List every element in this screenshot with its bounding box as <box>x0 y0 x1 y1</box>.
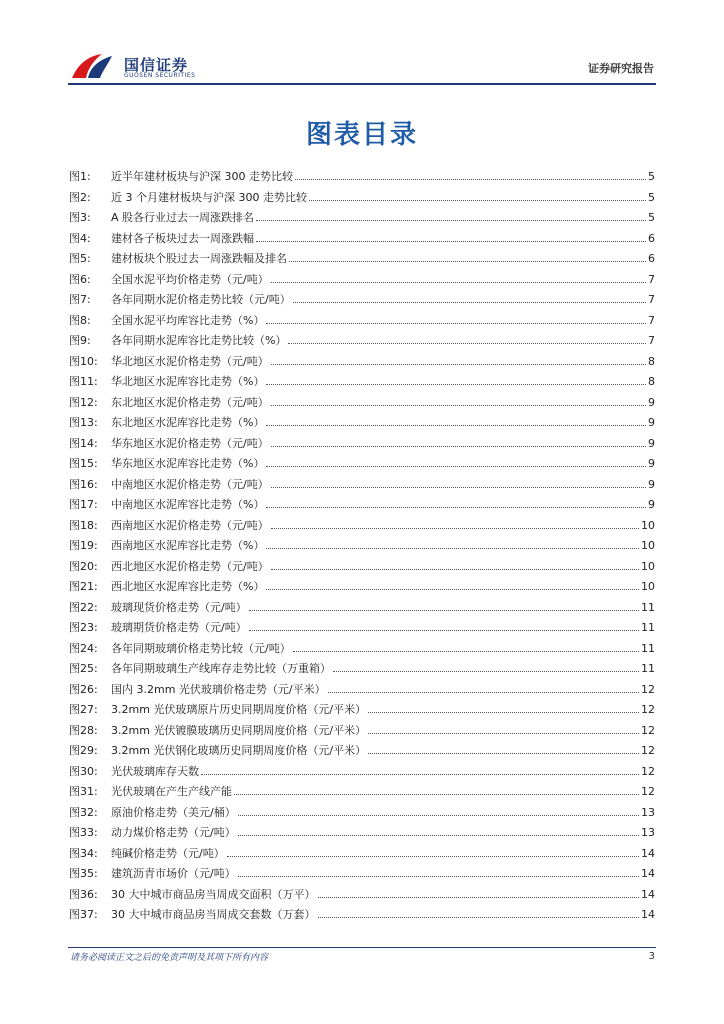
toc-entry[interactable] <box>69 537 655 558</box>
page-header <box>68 48 656 84</box>
figure-number: 图37: <box>69 908 98 921</box>
figure-title: 全国水泥平均价格走势（元/吨） <box>111 272 269 286</box>
dot-leader <box>249 610 639 611</box>
toc-entry[interactable] <box>69 783 655 804</box>
dot-leader <box>271 405 646 406</box>
dot-leader <box>266 425 646 426</box>
dot-leader <box>318 897 640 898</box>
report-type-label: 证券研究报告 <box>588 62 654 75</box>
dot-leader <box>238 815 639 816</box>
toc-entry[interactable] <box>69 373 655 394</box>
figure-page-number: 14 <box>641 846 655 860</box>
disclaimer-text: 请务必阅读正文之后的免责声明及其项下所有内容 <box>70 953 269 963</box>
figure-title: 华北地区水泥价格走势（元/吨） <box>111 354 269 368</box>
figure-title: 动力煤价格走势（元/吨） <box>111 826 236 839</box>
figure-number: 图6: <box>69 272 91 286</box>
figure-page-number: 5 <box>648 190 655 204</box>
figure-title: 各年同期玻璃生产线库存走势比较（万重箱） <box>111 662 331 675</box>
toc-entry[interactable] <box>69 824 655 845</box>
figure-number: 图1: <box>69 170 91 183</box>
dot-leader <box>318 917 640 918</box>
figure-page-number: 11 <box>641 600 655 614</box>
figure-number: 图22: <box>69 600 98 614</box>
figure-title: 中南地区水泥价格走势（元/吨） <box>111 477 269 491</box>
figure-number: 图25: <box>69 662 98 675</box>
figure-title: 建材各子板块过去一周涨跌幅 <box>111 231 254 245</box>
dot-leader <box>266 589 639 590</box>
figure-title: 华东地区水泥价格走势（元/吨） <box>111 436 269 450</box>
figure-number: 图34: <box>69 846 98 860</box>
dot-leader <box>256 241 646 242</box>
figure-title: 东北地区水泥价格走势（元/吨） <box>111 395 269 409</box>
dot-leader <box>256 220 646 221</box>
figure-title: 30 大中城市商品房当周成交套数（万套） <box>111 908 316 921</box>
figure-page-number: 12 <box>641 744 655 757</box>
toc-entry[interactable] <box>69 209 655 230</box>
figure-title: 西北地区水泥价格走势（元/吨） <box>111 559 269 573</box>
figure-title: 各年同期水泥库容比走势比较（%） <box>111 334 287 347</box>
dot-leader <box>333 671 639 672</box>
dot-leader <box>249 630 639 631</box>
figure-page-number: 12 <box>641 764 655 778</box>
dot-leader <box>368 733 639 734</box>
brand-name: 国信证券 <box>124 56 189 74</box>
figure-number: 图5: <box>69 252 91 265</box>
figure-page-number: 10 <box>641 580 655 593</box>
dot-leader <box>201 774 639 775</box>
footer-divider <box>68 947 656 948</box>
figure-number: 图9: <box>69 334 91 347</box>
figure-title: 全国水泥平均库容比走势（%） <box>111 313 265 327</box>
toc-entry[interactable] <box>69 681 655 702</box>
figure-number: 图17: <box>69 498 98 511</box>
figure-number: 图36: <box>69 887 98 901</box>
figure-page-number: 9 <box>648 395 655 409</box>
dot-leader <box>271 364 646 365</box>
toc-entry[interactable] <box>69 804 655 825</box>
dot-leader <box>266 384 646 385</box>
dot-leader <box>368 712 639 713</box>
dot-leader <box>288 343 646 344</box>
figure-number: 图27: <box>69 703 98 716</box>
dot-leader <box>271 446 646 447</box>
figure-number: 图23: <box>69 621 98 634</box>
toc-entry[interactable] <box>69 722 655 743</box>
figure-page-number: 9 <box>648 477 655 491</box>
toc-entry[interactable] <box>69 742 655 763</box>
figure-page-number: 9 <box>648 457 655 470</box>
figure-number: 图26: <box>69 682 98 696</box>
figure-number: 图7: <box>69 293 91 306</box>
figure-title: 华北地区水泥库容比走势（%） <box>111 375 265 388</box>
toc-entry[interactable] <box>69 189 655 210</box>
figure-page-number: 7 <box>648 334 655 347</box>
figure-page-number: 9 <box>648 416 655 429</box>
toc-entry[interactable] <box>69 271 655 292</box>
figure-number: 图30: <box>69 764 98 778</box>
figure-page-number: 7 <box>648 293 655 306</box>
figure-page-number: 10 <box>641 518 655 532</box>
figure-title: 中南地区水泥库容比走势（%） <box>111 498 265 511</box>
figure-title: 各年同期水泥价格走势比较（元/吨） <box>111 293 291 306</box>
figure-page-number: 8 <box>648 354 655 368</box>
figure-title: 3.2mm 光伏镀膜玻璃历史同期周度价格（元/平米） <box>111 723 367 737</box>
figure-number: 图15: <box>69 457 98 470</box>
figure-number: 图35: <box>69 867 98 880</box>
dot-leader <box>227 856 639 857</box>
dot-leader <box>293 651 639 652</box>
figure-title: A 股各行业过去一周涨跌排名 <box>111 211 255 224</box>
figure-page-number: 8 <box>648 375 655 388</box>
figure-page-number: 13 <box>641 826 655 839</box>
dot-leader <box>271 282 646 283</box>
brand-name-english: GUOSEN SECURITIES <box>124 72 196 79</box>
figure-page-number: 13 <box>641 805 655 819</box>
toc-entry[interactable] <box>69 763 655 784</box>
figure-title: 西北地区水泥库容比走势（%） <box>111 580 265 593</box>
figure-number: 图2: <box>69 190 91 204</box>
figure-number: 图8: <box>69 313 91 327</box>
figure-page-number: 5 <box>648 170 655 183</box>
toc-entry[interactable] <box>69 476 655 497</box>
toc-entry[interactable] <box>69 599 655 620</box>
figure-number: 图33: <box>69 826 98 839</box>
figure-title: 光伏玻璃在产生产线产能 <box>111 785 232 798</box>
page-number: 3 <box>648 951 655 962</box>
toc-entry[interactable] <box>69 230 655 251</box>
figure-page-number: 14 <box>641 908 655 921</box>
figure-page-number: 6 <box>648 252 655 265</box>
figure-list <box>69 168 655 927</box>
dot-leader <box>238 876 639 877</box>
figure-page-number: 14 <box>641 867 655 880</box>
dot-leader <box>271 528 639 529</box>
toc-entry[interactable] <box>69 353 655 374</box>
figure-page-number: 12 <box>641 682 655 696</box>
dot-leader <box>266 507 646 508</box>
dot-leader <box>368 753 639 754</box>
toc-entry[interactable] <box>69 886 655 907</box>
figure-number: 图18: <box>69 518 98 532</box>
toc-entry[interactable] <box>69 701 655 722</box>
figure-title: 3.2mm 光伏玻璃原片历史同期周度价格（元/平米） <box>111 703 367 716</box>
figure-number: 图28: <box>69 723 98 737</box>
figure-title: 东北地区水泥库容比走势（%） <box>111 416 265 429</box>
toc-entry[interactable] <box>69 517 655 538</box>
toc-entry[interactable] <box>69 865 655 886</box>
figure-title: 原油价格走势（美元/桶） <box>111 805 236 819</box>
figure-number: 图3: <box>69 211 91 224</box>
figure-number: 图29: <box>69 744 98 757</box>
figure-title: 国内 3.2mm 光伏玻璃价格走势（元/平米） <box>111 682 326 696</box>
dot-leader <box>271 487 646 488</box>
figure-title: 西南地区水泥库容比走势（%） <box>111 539 265 552</box>
toc-entry[interactable] <box>69 496 655 517</box>
figure-page-number: 7 <box>648 272 655 286</box>
figure-page-number: 14 <box>641 887 655 901</box>
figure-number: 图21: <box>69 580 98 593</box>
dot-leader <box>293 302 646 303</box>
figure-title: 西南地区水泥价格走势（元/吨） <box>111 518 269 532</box>
figure-title: 建筑沥青市场价（元/吨） <box>111 867 236 880</box>
figure-title: 各年同期玻璃价格走势比较（元/吨） <box>111 641 291 655</box>
figure-number: 图31: <box>69 785 98 798</box>
dot-leader <box>271 569 639 570</box>
figure-title: 近 3 个月建材板块与沪深 300 走势比较 <box>111 190 307 204</box>
figure-title: 建材板块个股过去一周涨跌幅及排名 <box>111 252 287 265</box>
figure-title: 纯碱价格走势（元/吨） <box>111 846 225 860</box>
toc-entry[interactable] <box>69 578 655 599</box>
toc-entry[interactable] <box>69 435 655 456</box>
toc-entry[interactable] <box>69 845 655 866</box>
dot-leader <box>266 466 646 467</box>
figure-number: 图14: <box>69 436 98 450</box>
toc-entry[interactable] <box>69 291 655 312</box>
figure-page-number: 10 <box>641 559 655 573</box>
toc-entry[interactable] <box>69 394 655 415</box>
dot-leader <box>266 548 639 549</box>
figure-number: 图13: <box>69 416 98 429</box>
figure-number: 图20: <box>69 559 98 573</box>
figure-page-number: 6 <box>648 231 655 245</box>
toc-entry[interactable] <box>69 455 655 476</box>
figure-title: 近半年建材板块与沪深 300 走势比较 <box>111 170 293 183</box>
header-divider <box>68 83 656 85</box>
toc-entry[interactable] <box>69 660 655 681</box>
figure-number: 图11: <box>69 375 98 388</box>
figure-number: 图19: <box>69 539 98 552</box>
dot-leader <box>238 835 639 836</box>
figure-title: 光伏玻璃库存天数 <box>111 764 199 778</box>
toc-entry[interactable] <box>69 640 655 661</box>
figure-title: 玻璃期货价格走势（元/吨） <box>111 621 247 634</box>
dot-leader <box>234 794 639 795</box>
figure-number: 图4: <box>69 231 91 245</box>
figure-number: 图16: <box>69 477 98 491</box>
toc-entry[interactable] <box>69 332 655 353</box>
dot-leader <box>295 179 646 180</box>
figure-number: 图10: <box>69 354 98 368</box>
guosen-logo-icon <box>70 52 114 80</box>
figure-title: 30 大中城市商品房当周成交面积（万平） <box>111 887 316 901</box>
figure-page-number: 12 <box>641 785 655 798</box>
figure-page-number: 10 <box>641 539 655 552</box>
figure-title: 华东地区水泥库容比走势（%） <box>111 457 265 470</box>
toc-entry[interactable] <box>69 619 655 640</box>
figure-page-number: 9 <box>648 436 655 450</box>
figure-page-number: 11 <box>641 621 655 634</box>
page-title: 图表目录 <box>305 120 418 150</box>
figure-page-number: 9 <box>648 498 655 511</box>
toc-entry[interactable] <box>69 414 655 435</box>
toc-entry[interactable] <box>69 168 655 189</box>
figure-page-number: 5 <box>648 211 655 224</box>
toc-entry[interactable] <box>69 250 655 271</box>
toc-entry[interactable] <box>69 312 655 333</box>
figure-page-number: 11 <box>641 662 655 675</box>
figure-title: 3.2mm 光伏钢化玻璃历史同期周度价格（元/平米） <box>111 744 367 757</box>
toc-entry[interactable] <box>69 906 655 927</box>
dot-leader <box>328 692 639 693</box>
figure-title: 玻璃现货价格走势（元/吨） <box>111 600 247 614</box>
figure-page-number: 12 <box>641 723 655 737</box>
figure-number: 图24: <box>69 641 98 655</box>
figure-page-number: 7 <box>648 313 655 327</box>
dot-leader <box>289 261 646 262</box>
figure-page-number: 12 <box>641 703 655 716</box>
toc-entry[interactable] <box>69 558 655 579</box>
figure-number: 图32: <box>69 805 98 819</box>
figure-page-number: 11 <box>641 641 655 655</box>
dot-leader <box>266 323 646 324</box>
dot-leader <box>309 200 646 201</box>
figure-number: 图12: <box>69 395 98 409</box>
